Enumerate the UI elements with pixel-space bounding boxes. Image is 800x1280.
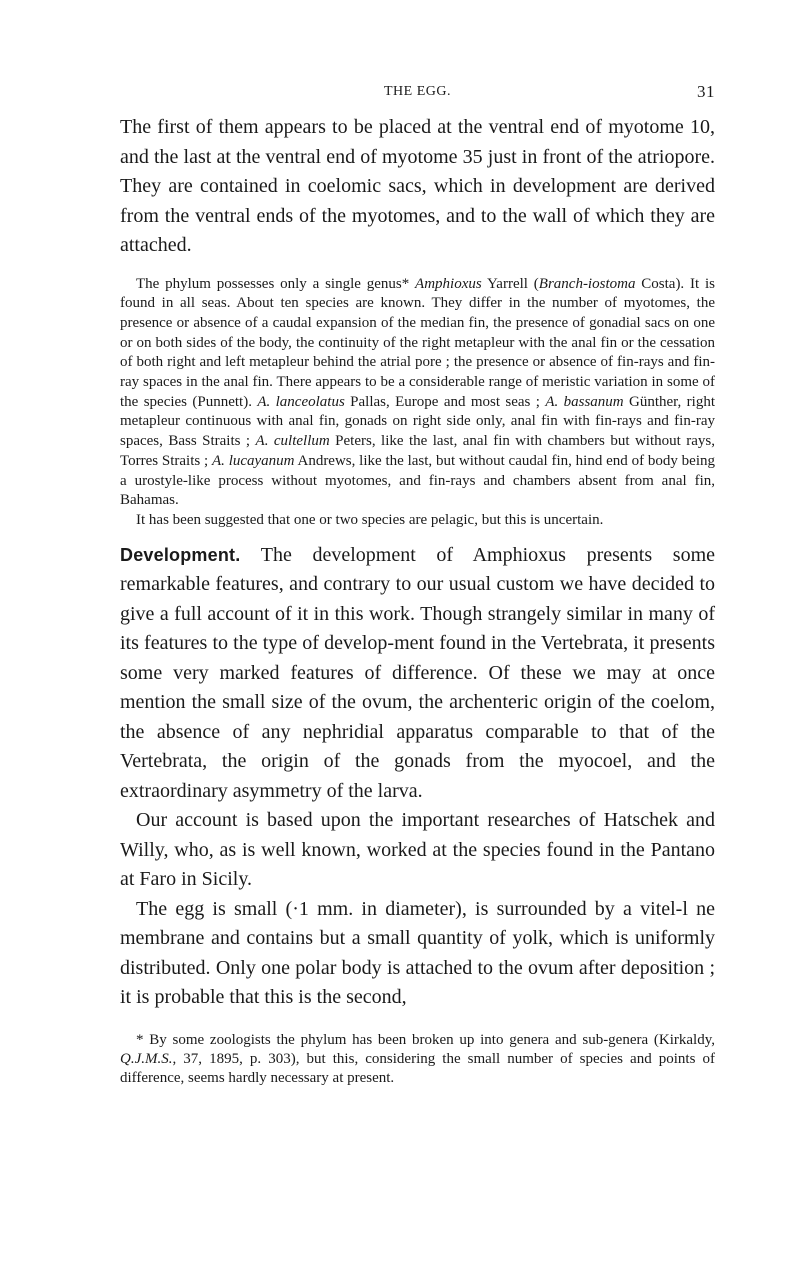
species-text-c: Costa). It is found in all seas. About ten species are known. They differ in the number of myotomes, the presence or absence of a caudal expansion of the median fin, the presence of gonadial sacs on one or on both sides of the body, the continuity of the right metapleur with the anal fin or the cessation of both right and left metapleur behind the atrial pore ; the presence or absence of fin-rays and fin-ray spaces in the anal fin. There appears to be a considerable range of meristic variation in some of the species (Punnett). <box>120 275 715 410</box>
page-number: 31 <box>697 82 715 101</box>
species-cultellum: A. cultellum <box>255 433 330 450</box>
genus-name: Amphioxus <box>415 275 482 292</box>
footnote <box>120 1031 715 1089</box>
paragraph-egg: The egg is small (·1 mm. in diameter), is surrounded by a vitel-l ne membrane and contains but a small quantity of yolk, which is uniformly distributed. Only one polar body is attached to the ovum after deposition ; it is probable that this is the second, <box>120 897 715 1009</box>
synonym-name: Branch-iostoma <box>538 275 636 292</box>
running-head <box>120 78 715 108</box>
footnote-text-b: , 37, 1895, p. 303), but this, considering the small number of species and points of difference, seems hardly necessary at present. <box>120 1050 715 1087</box>
paragraph-researches: Our account is based upon the important researches of Hatschek and Willy, who, as is well known, worked at the species found in the Pantano at Faro in Sicily. <box>120 809 715 891</box>
paragraph-pelagic: It has been suggested that one or two species are pelagic, but this is uncertain. <box>136 511 604 528</box>
footnote-text-a: * By some zoologists the phylum has been broken up into genera and sub-genera (Kirkaldy, <box>136 1031 715 1048</box>
paragraph-gonads: The first of them appears to be placed at the ventral end of myotome 10, and the last at the ventral end of myotome 35 just in front of the atriopore. They are contained in coelomic sacs, which in development are derived from the ventral ends of the myotomes, and to the wall of which they are attached. <box>120 116 715 256</box>
paragraph-species <box>120 275 715 511</box>
species-lucayanum: A. lucayanum <box>211 452 295 469</box>
development-text: The development of Amphioxus presents some remarkable features, and contrary to our usual custom we have decided to give a full account of it in this work. Though strangely similar in many of its features to the type of develop-ment found in the Vertebrata, it presents some very marked features of difference. Of these we may at once mention the small size of the ovum, the archenteric origin of the coelom, the absence of any nephridial apparatus comparable to that of the Vertebrata, the origin of the gonads from the myocoel, and the extraordinary asymmetry of the larva. <box>120 543 715 802</box>
species-text-e: Günther, right metapleur continuous with anal fin, gonads on right side only, anal fin with fin-rays and fin-ray spaces, Bass Straits ; <box>120 393 715 450</box>
species-text-d: Pallas, Europe and most seas ; <box>344 393 546 410</box>
running-title: THE EGG. <box>384 84 451 99</box>
paragraph-development <box>120 541 715 807</box>
species-text-g: Andrews, like the last, but without caudal fin, hind end of body being a urostyle-like process without myotomes, and fin-rays and chambers absent from anal fin, Bahamas. <box>120 452 715 509</box>
journal-name: Q.J.M.S. <box>120 1050 173 1067</box>
section-heading: Development. <box>120 544 241 565</box>
species-text-a: The phylum possesses only a single genus* <box>136 275 416 292</box>
species-bassanum: A. bassanum <box>545 393 624 410</box>
species-lanceolatus: A. lanceolatus <box>257 393 345 410</box>
book-page <box>120 78 715 1088</box>
species-text-b: Yarrell ( <box>481 275 539 292</box>
species-text-f: Peters, like the last, anal fin with chambers but without rays, Torres Straits ; <box>120 433 715 469</box>
